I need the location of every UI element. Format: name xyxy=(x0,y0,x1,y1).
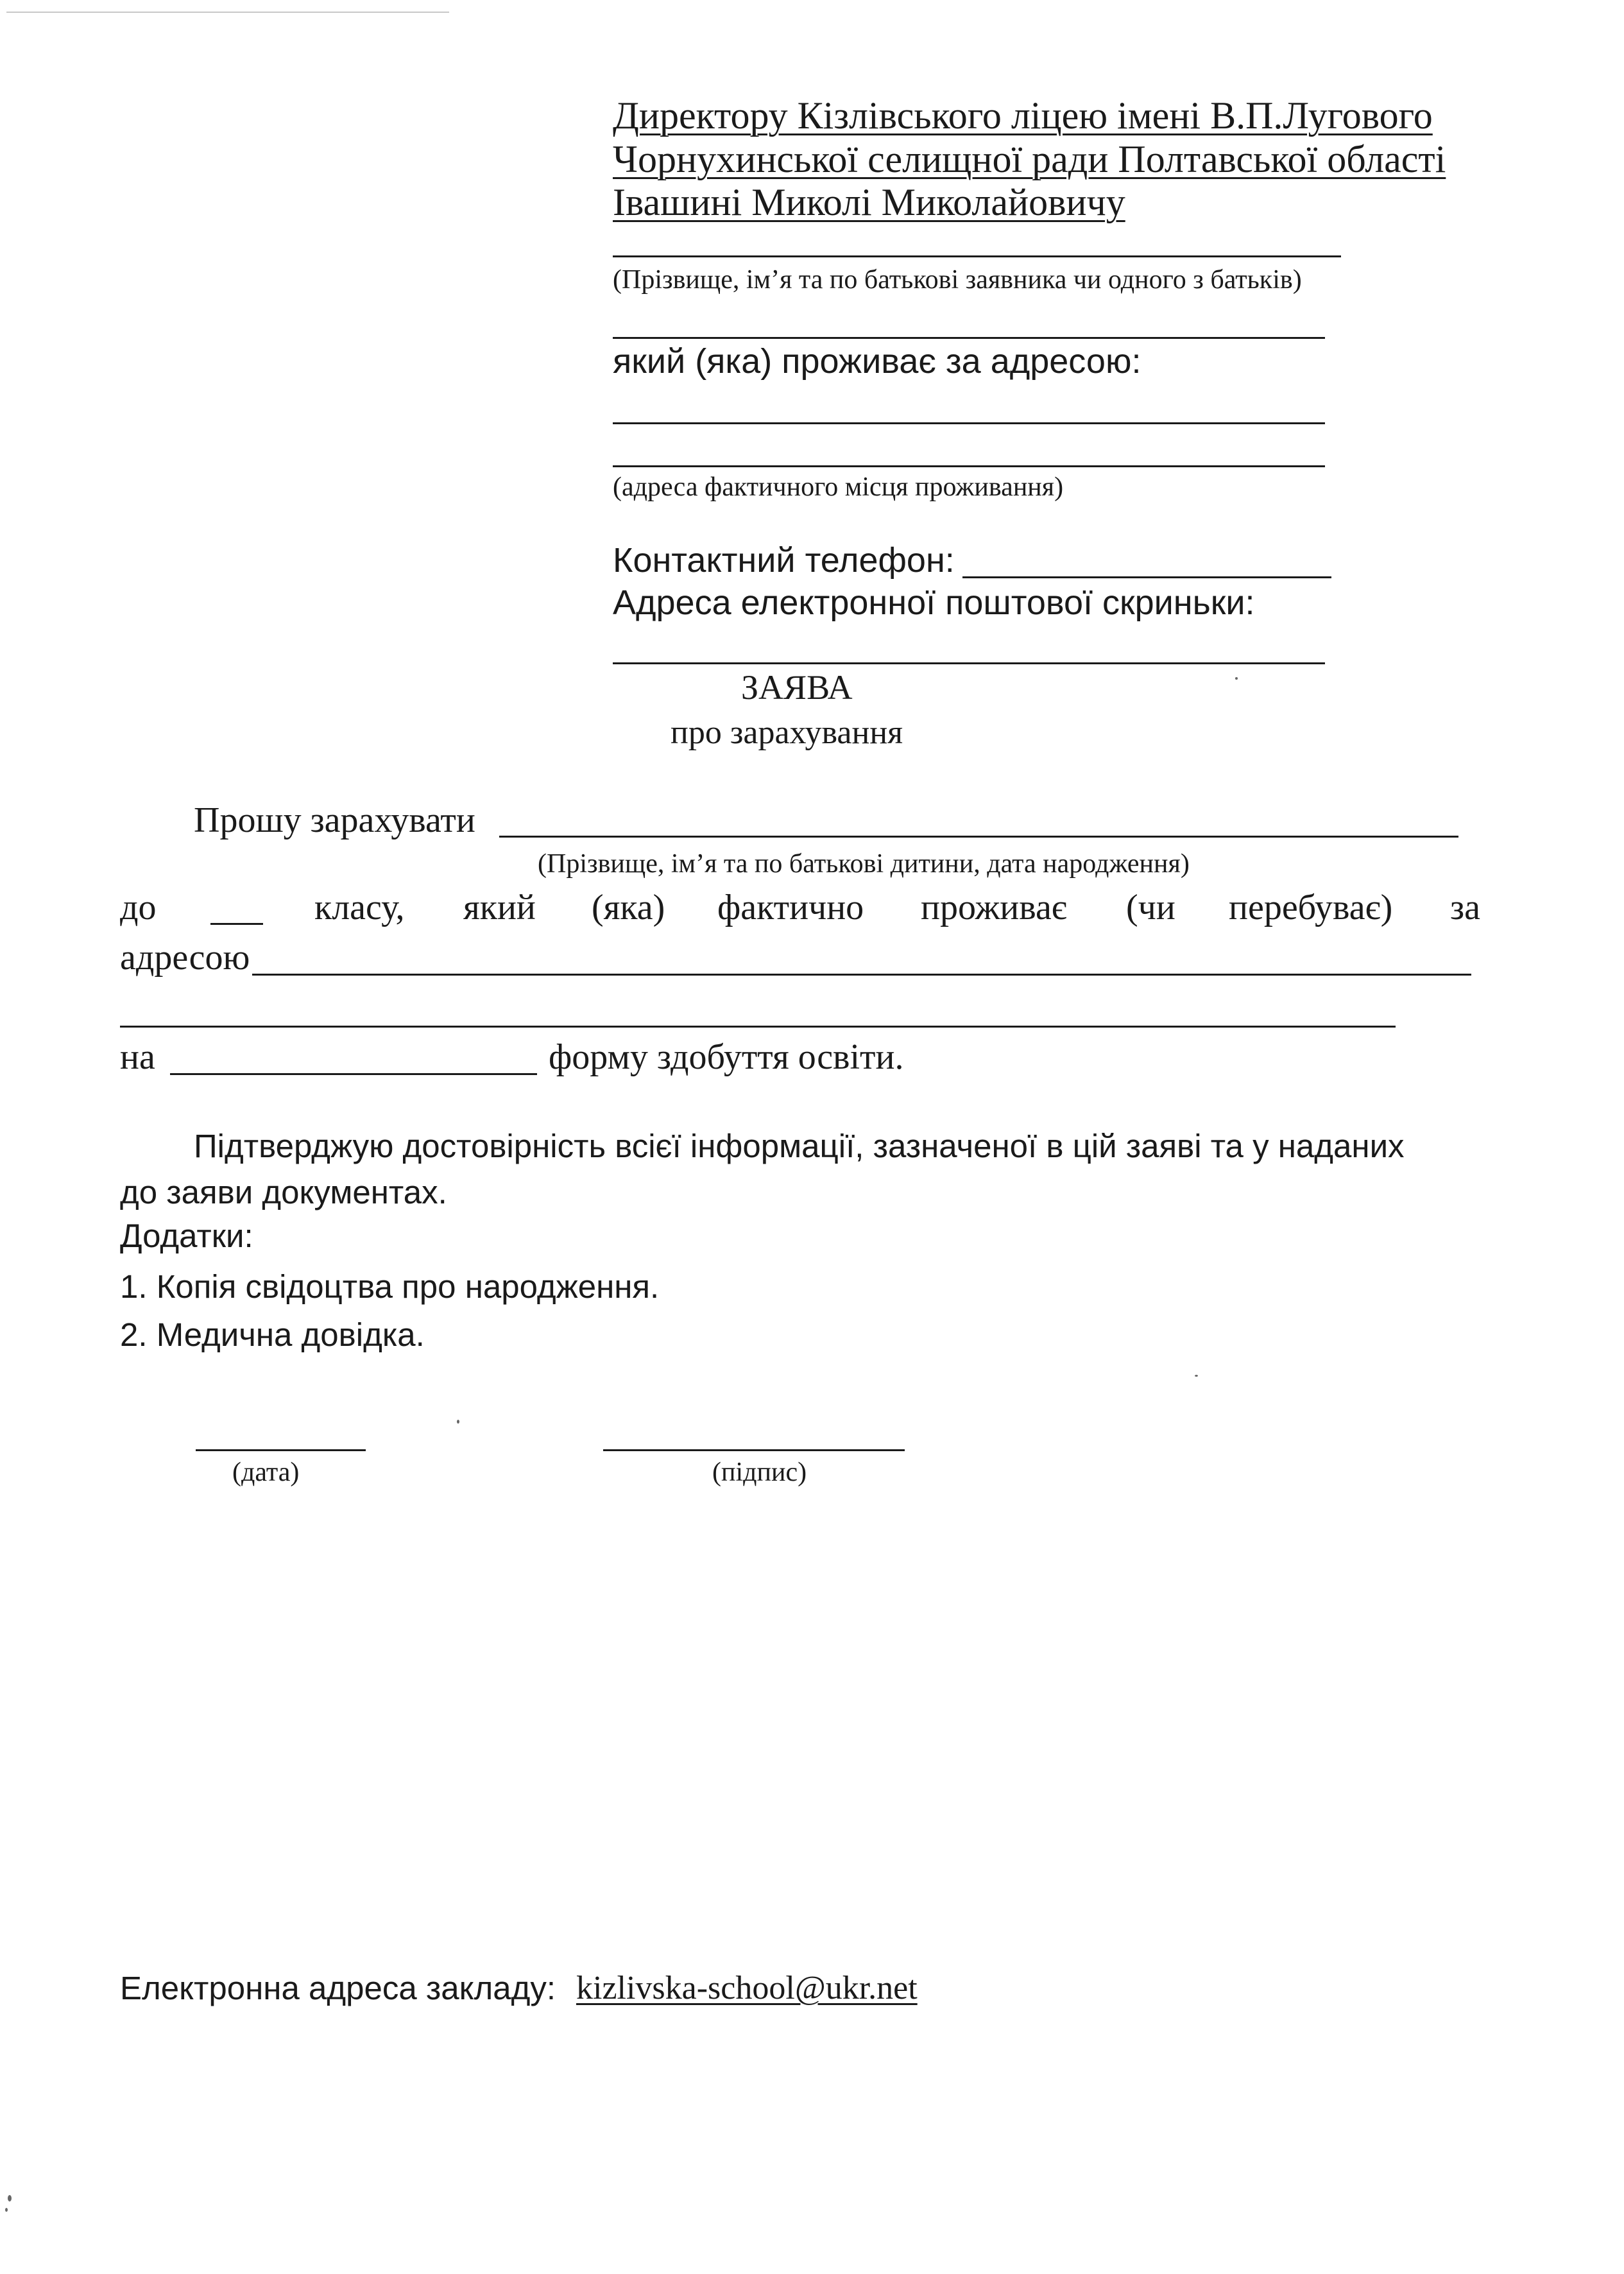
attachment-2: 2. Медична довідка. xyxy=(120,1316,425,1353)
scan-speck xyxy=(1195,1375,1198,1377)
address-hint: (адреса фактичного місця проживання) xyxy=(613,472,1064,502)
class-line-word-do: до xyxy=(120,888,157,927)
scan-speck xyxy=(457,1420,459,1424)
scan-speck xyxy=(1235,677,1238,680)
child-name-field[interactable] xyxy=(499,836,1458,838)
addressee-line-3: Івашині Миколі Миколайовичу xyxy=(613,181,1125,223)
class-number-field[interactable] xyxy=(210,923,263,925)
class-line-word-perebuvaie: перебуває) xyxy=(1229,888,1393,927)
address-field-2[interactable] xyxy=(613,465,1325,467)
class-line-word-chy: (чи xyxy=(1126,888,1175,927)
confirm-line-2: до заяви документах. xyxy=(120,1174,447,1210)
scan-speck xyxy=(8,2195,12,2201)
signature-hint: (підпис) xyxy=(712,1458,807,1487)
scan-edge-line xyxy=(6,12,449,13)
class-line-word-klasu: класу, xyxy=(314,888,405,927)
addressee-line-1: Директору Кізлівського ліцею імені В.П.Лугового xyxy=(613,94,1433,137)
applicant-name-hint: (Прізвище, ім’я та по батькові заявника чи одного з батьків) xyxy=(613,265,1302,295)
lives-at-label: який (яка) проживає за адресою: xyxy=(613,342,1141,381)
applicant-name-field[interactable] xyxy=(613,255,1341,257)
child-name-hint: (Прізвище, ім’я та по батькові дитини, дата народження) xyxy=(538,849,1190,879)
form-suffix: форму здобуття освіти. xyxy=(549,1037,904,1077)
enroll-prefix: Прошу зарахувати xyxy=(194,800,475,840)
footer-email-label: Електронна адреса закладу: xyxy=(120,1970,556,2006)
attachments-label: Додатки: xyxy=(120,1218,253,1254)
applicant-name-field-2[interactable] xyxy=(613,337,1325,339)
confirm-line-1: Підтверджую достовірність всієї інформації, зазначеної в цій заяві та у наданих xyxy=(194,1128,1405,1164)
email-field[interactable] xyxy=(613,662,1325,664)
class-line-word-faktychno: фактично xyxy=(717,888,864,927)
attachment-1: 1. Копія свідоцтва про народження. xyxy=(120,1268,660,1305)
date-field[interactable] xyxy=(196,1449,366,1451)
date-hint: (дата) xyxy=(232,1458,300,1487)
phone-field[interactable] xyxy=(962,576,1331,578)
class-line-word-za: за xyxy=(1450,888,1480,927)
scan-speck xyxy=(5,2208,8,2212)
document-subtitle: про зарахування xyxy=(671,714,903,751)
address-field-1[interactable] xyxy=(613,422,1325,424)
footer-email-link[interactable]: kizlivska-school@ukr.net xyxy=(576,1970,918,2006)
education-form-field[interactable] xyxy=(170,1073,537,1075)
class-line-word-yakyi: який xyxy=(463,888,536,927)
email-label: Адреса електронної поштової скриньки: xyxy=(613,583,1255,622)
address-prefix: адресою xyxy=(120,938,250,978)
addressee-line-2: Чорнухинської селищної ради Полтавської області xyxy=(613,138,1446,180)
class-line-word-yaka: (яка) xyxy=(592,888,665,927)
child-address-field-1[interactable] xyxy=(252,974,1471,976)
document-title: ЗАЯВА xyxy=(741,668,853,707)
form-prefix: на xyxy=(120,1037,155,1077)
signature-field[interactable] xyxy=(603,1449,905,1451)
class-line-word-prozhyvaie: проживає xyxy=(921,888,1067,927)
phone-label: Контактний телефон: xyxy=(613,541,955,580)
child-address-field-2[interactable] xyxy=(120,1026,1396,1028)
